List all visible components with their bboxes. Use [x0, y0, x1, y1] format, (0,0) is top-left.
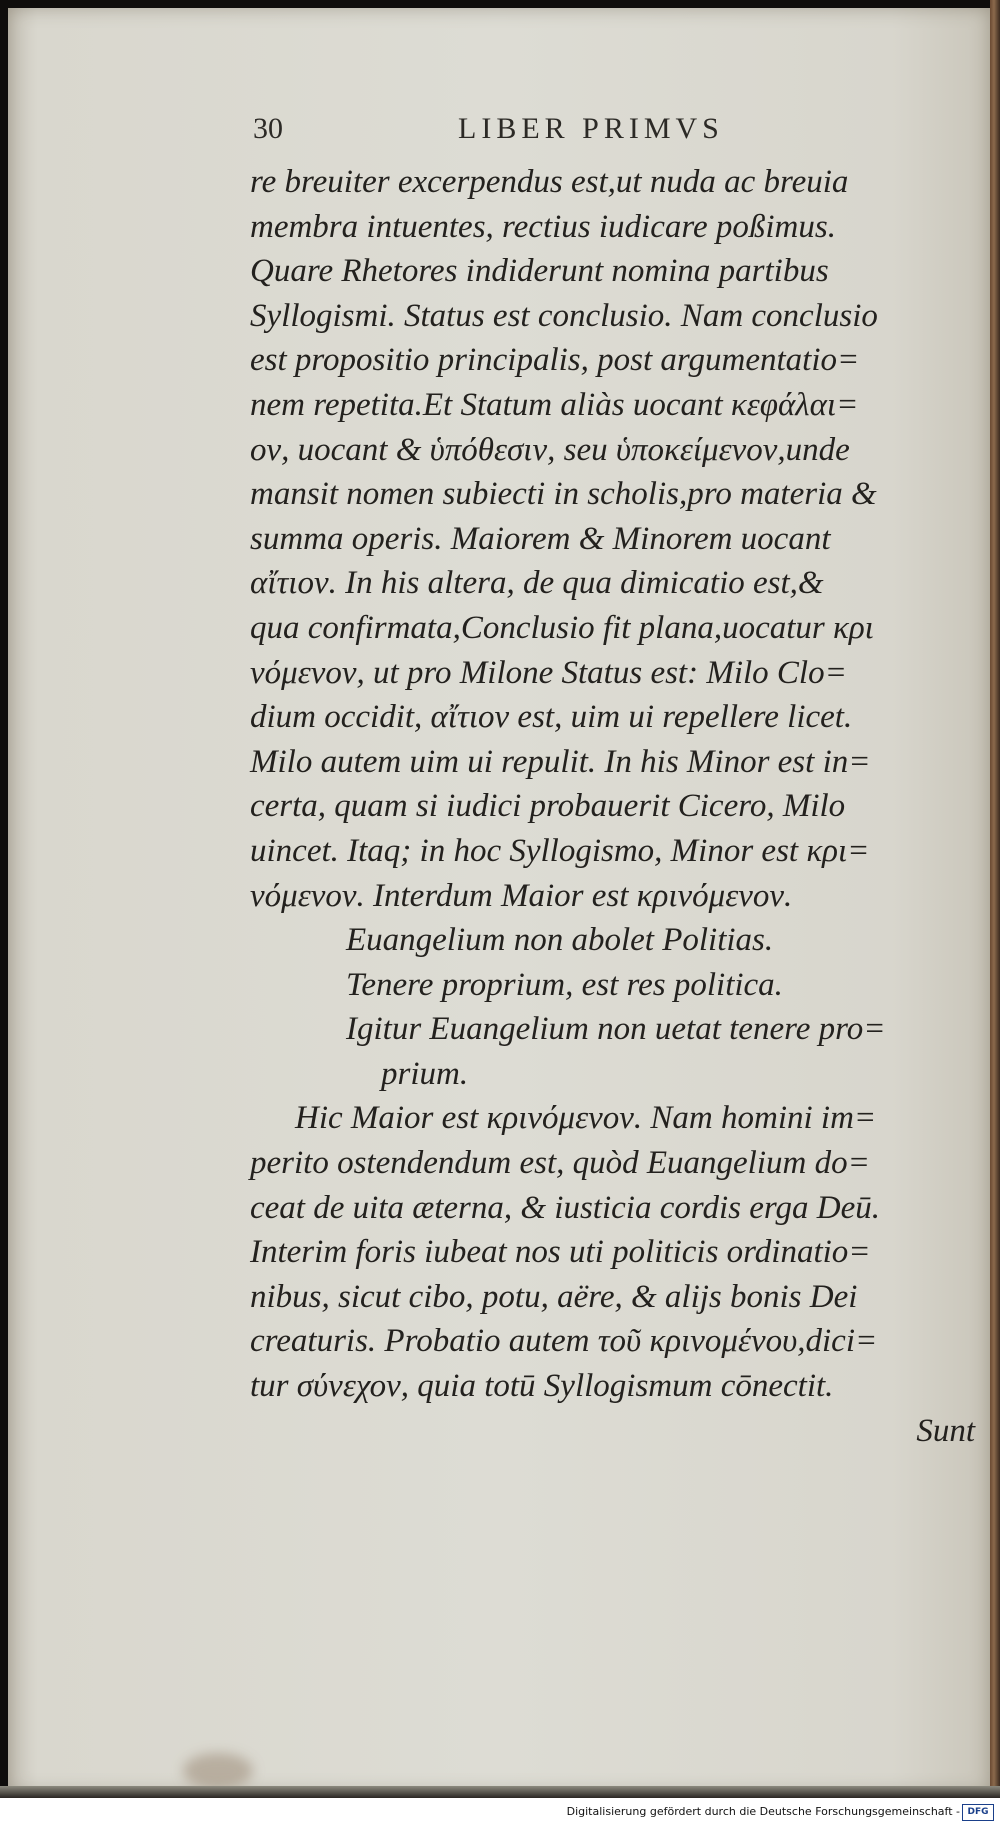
- text-line: est propositio principalis, post argumentatio=: [250, 342, 860, 379]
- catchword: Sunt: [916, 1412, 975, 1449]
- text-line: νόμενον. Interdum Maior est κρινόμενον.: [250, 877, 793, 914]
- syllogism-conclusion: Igitur Euangelium non uetat tenere pro=: [346, 1011, 886, 1048]
- text-line: qua confirmata,Conclusio fit plana,uocatur κρι: [250, 609, 874, 646]
- text-line: re breuiter excerpendus est,ut nuda ac breuia: [250, 164, 849, 200]
- text-line: membra intuentes, rectius iudicare poßimus.: [250, 208, 836, 245]
- dfg-logo: DFG: [962, 1804, 994, 1821]
- running-title: LIBER PRIMVS: [458, 112, 724, 145]
- text-line: dium occidit, αἴτιον est, uim ui repellere licet.: [250, 699, 853, 736]
- text-line: Quare Rhetores indiderunt nomina partibus: [250, 253, 829, 290]
- stain: [183, 1753, 253, 1789]
- text-line: mansit nomen subiecti in scholis,pro materia &: [250, 476, 877, 513]
- running-head: [253, 112, 813, 152]
- text-line: Hic Maior est κρινόμενον. Nam homini im=: [295, 1100, 877, 1137]
- text-line: Milo autem uim ui repulit. In his Minor est in=: [250, 743, 871, 780]
- text-line: ον, uocant & ὑπόθεσιν, seu ὑποκείμενον,unde: [250, 431, 850, 468]
- footer-credit: Digitalisierung gefördert durch die Deutsche Forschungsgemeinschaft -: [566, 1805, 960, 1818]
- page-number: 30: [253, 112, 283, 145]
- syllogism-conclusion-cont: prium.: [381, 1055, 469, 1092]
- text-line: αἴτιον. In his altera, de qua dimicatio est,&: [250, 565, 824, 602]
- text-line: nibus, sicut cibo, potu, aëre, & alijs bonis Dei: [250, 1278, 858, 1315]
- body-text: [250, 160, 985, 1453]
- text-line: tur σύνεχον, quia totū Syllogismum cōnectit.: [250, 1368, 834, 1405]
- syllogism-minor: Tenere proprium, est res politica.: [346, 966, 783, 1003]
- text-line: perito ostendendum est, quòd Euangelium do=: [250, 1145, 870, 1182]
- text-line: summa operis. Maiorem & Minorem uocant: [250, 520, 831, 557]
- text-line: uincet. Itaq; in hoc Syllogismo, Minor est κρι=: [250, 832, 870, 869]
- text-line: nem repetita.Et Statum aliàs uocant κεφάλαι=: [250, 386, 859, 423]
- text-line: Interim foris iubeat nos uti politicis ordinatio=: [250, 1234, 871, 1271]
- text-line: certa, quam si iudici probauerit Cicero, Milo: [250, 788, 846, 825]
- syllogism-major: Euangelium non abolet Politias.: [346, 922, 774, 959]
- digitization-footer: [0, 1798, 1000, 1827]
- text-line: Syllogismi. Status est conclusio. Nam conclusio: [250, 297, 878, 334]
- book-bottom-edge: [0, 1786, 1000, 1798]
- text-line: νόμενον, ut pro Milone Status est: Milo Clo=: [250, 654, 847, 691]
- text-line: ceat de uita æterna, & iusticia cordis erga Deū.: [250, 1189, 880, 1226]
- text-line: creaturis. Probatio autem τοῦ κρινομένου,dici=: [250, 1323, 878, 1360]
- book-edge: [990, 0, 1000, 1798]
